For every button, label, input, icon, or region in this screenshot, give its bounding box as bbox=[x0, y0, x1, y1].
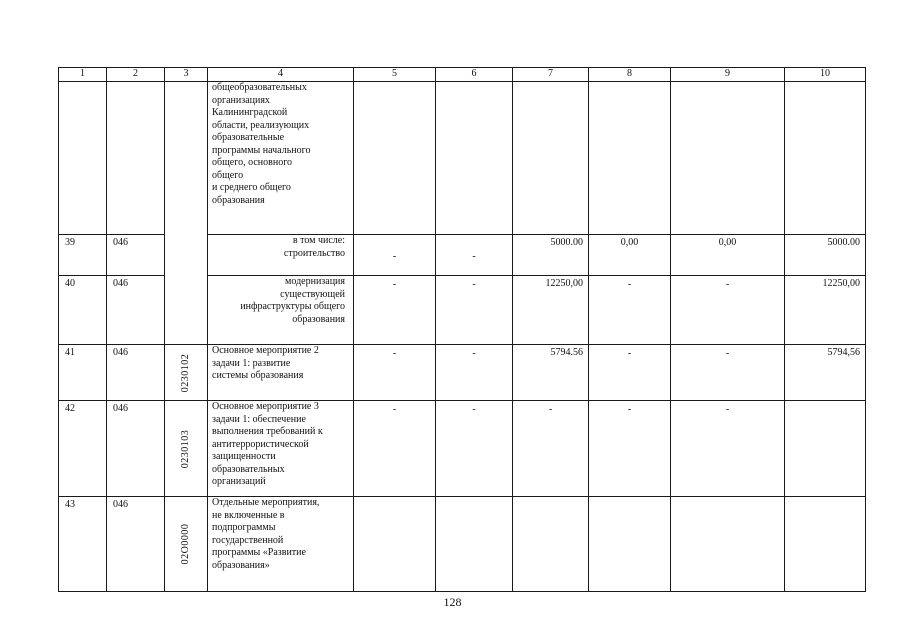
header-cell-10: 10 bbox=[785, 68, 866, 82]
name-line: модернизация bbox=[285, 276, 345, 287]
name-line: Основное мероприятие 3 bbox=[212, 401, 319, 412]
name-line: выполнения требований к bbox=[212, 426, 323, 437]
header-cell-2: 2 bbox=[107, 68, 165, 82]
name-line: программы начального bbox=[212, 144, 311, 156]
cell-c9: - bbox=[671, 276, 785, 345]
cell-c9: - bbox=[671, 401, 785, 497]
name-line: организаций bbox=[212, 476, 266, 487]
name-line: системы образования bbox=[212, 370, 304, 381]
cell-c5 bbox=[354, 497, 436, 592]
name-line: Отдельные мероприятия, bbox=[212, 497, 320, 508]
cell-c10: 12250,00 bbox=[785, 276, 866, 345]
cell-c6: - bbox=[436, 345, 513, 401]
cell-c5: - bbox=[354, 345, 436, 401]
table-row bbox=[59, 497, 866, 592]
header-cell-5: 5 bbox=[354, 68, 436, 82]
cell-c7: - bbox=[513, 401, 589, 497]
cell-name bbox=[208, 497, 354, 592]
cell-c7: 12250,00 bbox=[513, 276, 589, 345]
cell-num: 40 bbox=[59, 276, 107, 345]
name-line: образования» bbox=[212, 559, 270, 571]
header-cell-9: 9 bbox=[671, 68, 785, 82]
cell-name bbox=[208, 401, 354, 497]
cell-c7 bbox=[513, 82, 589, 235]
cell-c8: - bbox=[589, 401, 671, 497]
cell-name bbox=[208, 82, 354, 235]
name-line: антитеррористической bbox=[212, 438, 309, 450]
code-label: 02O0000 bbox=[179, 523, 191, 565]
name-line: образовательные bbox=[212, 132, 285, 143]
name-line: подпрограммы bbox=[212, 522, 276, 533]
cell-num: 39 bbox=[59, 235, 107, 276]
name-line: программы «Развитие bbox=[212, 547, 306, 558]
cell-c6 bbox=[436, 82, 513, 235]
cell-c9: - bbox=[671, 345, 785, 401]
cell-name bbox=[208, 345, 354, 401]
cell-c8: - bbox=[589, 345, 671, 401]
name-line: и среднего общего bbox=[212, 182, 291, 193]
cell-c5: - bbox=[354, 276, 436, 345]
name-line: в том числе: bbox=[292, 235, 345, 246]
cell-c8 bbox=[589, 497, 671, 592]
cell-code bbox=[165, 497, 208, 592]
budget-table bbox=[58, 67, 866, 592]
cell-c6 bbox=[436, 497, 513, 592]
cell-c8: - bbox=[589, 276, 671, 345]
cell-c10 bbox=[785, 82, 866, 235]
table-row bbox=[59, 401, 866, 497]
cell-c7: 5000.00 bbox=[513, 235, 589, 276]
name-line: государственной bbox=[212, 534, 284, 546]
cell-col2: 046 bbox=[107, 276, 165, 345]
page-number: 128 bbox=[443, 595, 462, 609]
cell-c6: - bbox=[436, 235, 513, 276]
name-line: существующей bbox=[280, 288, 345, 300]
name-line: общего bbox=[212, 169, 244, 181]
cell-c5: - bbox=[354, 235, 436, 276]
name-line: задачи 1: развитие bbox=[212, 357, 291, 369]
cell-c6: - bbox=[436, 401, 513, 497]
name-line: строительство bbox=[283, 247, 345, 259]
cell-col2 bbox=[107, 82, 165, 235]
header-cell-1: 1 bbox=[59, 68, 107, 82]
header-cell-4: 4 bbox=[208, 68, 354, 82]
cell-code bbox=[165, 401, 208, 497]
header-row bbox=[59, 68, 866, 82]
cell-c6: - bbox=[436, 276, 513, 345]
code-label: 0230103 bbox=[179, 429, 191, 468]
header-cell-7: 7 bbox=[513, 68, 589, 82]
name-line: задачи 1: обеспечение bbox=[212, 413, 306, 425]
name-line: образовательных bbox=[212, 463, 285, 475]
cell-c10: 5000.00 bbox=[785, 235, 866, 276]
name-line: образования bbox=[212, 194, 265, 206]
cell-code bbox=[165, 82, 208, 345]
cell-name bbox=[208, 276, 354, 345]
name-line: инфраструктуры общего bbox=[240, 301, 345, 312]
cell-c9 bbox=[671, 82, 785, 235]
cell-c7 bbox=[513, 497, 589, 592]
header-cell-6: 6 bbox=[436, 68, 513, 82]
cell-c9 bbox=[671, 497, 785, 592]
code-label: 0230102 bbox=[179, 353, 191, 392]
name-line: Калининградской bbox=[212, 107, 288, 118]
table-row-continuation bbox=[59, 82, 866, 235]
cell-num bbox=[59, 82, 107, 235]
cell-c10: 5794,56 bbox=[785, 345, 866, 401]
cell-num: 41 bbox=[59, 345, 107, 401]
header-cell-3: 3 bbox=[165, 68, 208, 82]
cell-c5 bbox=[354, 82, 436, 235]
cell-c5: - bbox=[354, 401, 436, 497]
cell-c8 bbox=[589, 82, 671, 235]
name-line: защищенности bbox=[212, 451, 276, 462]
cell-c10 bbox=[785, 497, 866, 592]
name-line: общеобразовательных bbox=[212, 82, 307, 93]
name-line: организациях bbox=[212, 94, 270, 106]
name-line: не включенные в bbox=[212, 509, 285, 521]
name-line: образования bbox=[292, 313, 345, 325]
name-line: Основное мероприятие 2 bbox=[212, 345, 319, 356]
cell-col2: 046 bbox=[107, 497, 165, 592]
cell-c7: 5794.56 bbox=[513, 345, 589, 401]
cell-col2: 046 bbox=[107, 401, 165, 497]
name-line: общего, основного bbox=[212, 157, 293, 168]
cell-c10 bbox=[785, 401, 866, 497]
cell-code bbox=[165, 345, 208, 401]
cell-num: 42 bbox=[59, 401, 107, 497]
cell-col2: 046 bbox=[107, 235, 165, 276]
cell-name bbox=[208, 235, 354, 276]
cell-c9: 0,00 bbox=[671, 235, 785, 276]
cell-c8: 0,00 bbox=[589, 235, 671, 276]
table-row bbox=[59, 345, 866, 401]
header-cell-8: 8 bbox=[589, 68, 671, 82]
cell-col2: 046 bbox=[107, 345, 165, 401]
name-line: области, реализующих bbox=[212, 119, 310, 131]
cell-num: 43 bbox=[59, 497, 107, 592]
